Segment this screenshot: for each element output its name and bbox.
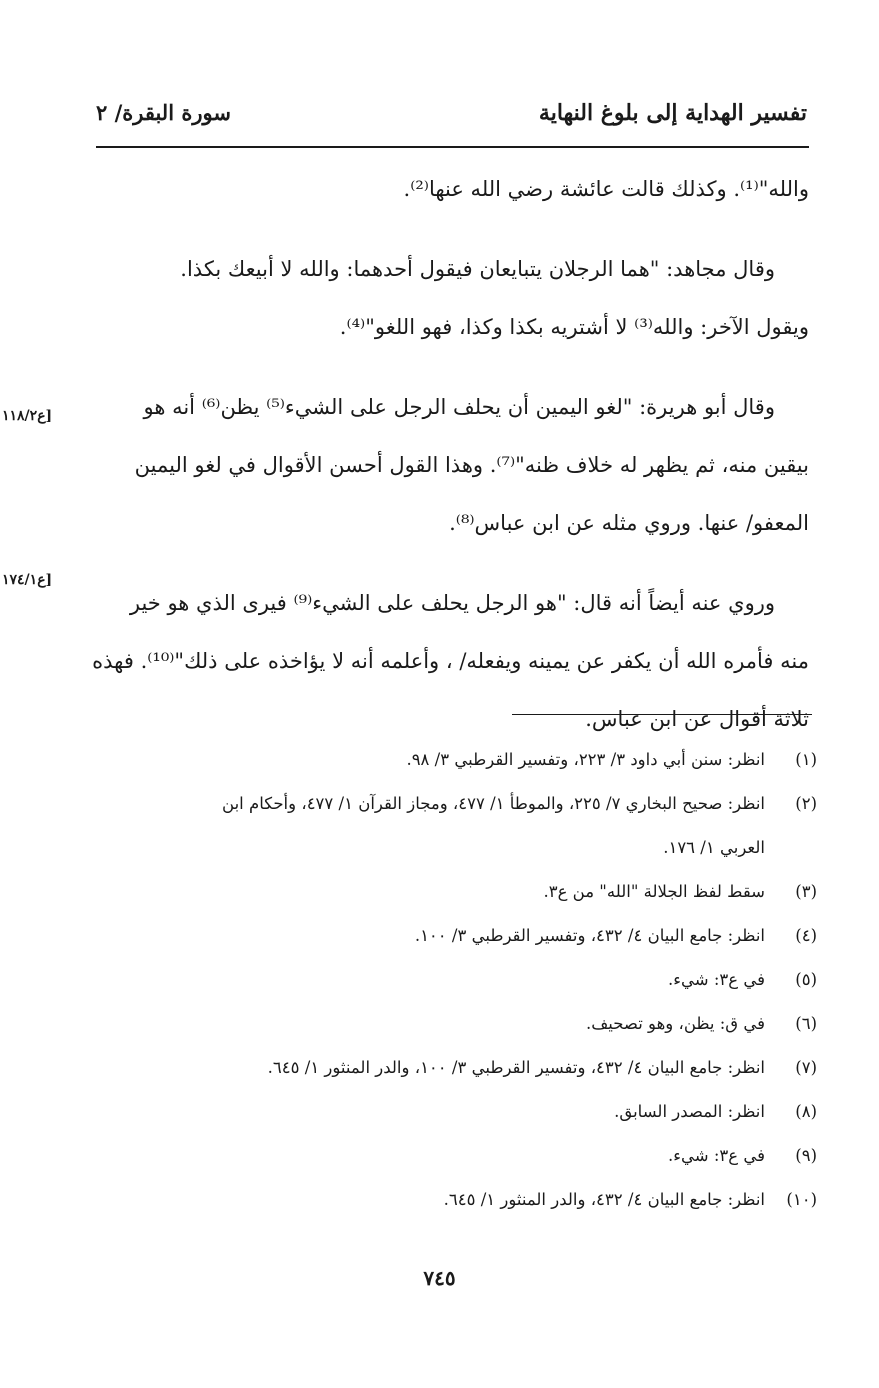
text-line: وقال مجاهد: "هما الرجلان يتبايعان فيقول أحدهما: والله لا أبيعك بكذا. bbox=[180, 257, 775, 281]
footnote-item bbox=[100, 914, 817, 958]
text-line: والله"⁽¹⁾. وكذلك قالت عائشة رضي الله عنها⁽²⁾. bbox=[403, 177, 809, 201]
footnote-item bbox=[100, 1178, 817, 1222]
footnote-text: في ع٣: شيء. bbox=[668, 970, 765, 989]
footnote-item bbox=[100, 1090, 817, 1134]
footnote-item bbox=[100, 1134, 817, 1178]
footnote-number: (١) bbox=[795, 750, 817, 769]
running-header-book-title: تفسير الهداية إلى بلوغ النهاية bbox=[538, 100, 807, 126]
text-line: وقال أبو هريرة: "لغو اليمين أن يحلف الرجل على الشيء⁽⁵⁾ يظن⁽⁶⁾ أنه هو bbox=[143, 395, 775, 419]
footnote-text: انظر: المصدر السابق. bbox=[614, 1102, 765, 1121]
footnotes bbox=[100, 738, 817, 1222]
text-line: ثلاثة أقوال عن ابن عباس. bbox=[585, 707, 809, 731]
footnote-item bbox=[100, 1046, 817, 1090]
text-line: ويقول الآخر: والله⁽³⁾ لا أشتريه بكذا وكذا، فهو اللغو"⁽⁴⁾. bbox=[339, 315, 809, 339]
footnote-item bbox=[100, 738, 817, 782]
footnote-text: في ق: يظن، وهو تصحيف. bbox=[585, 1014, 765, 1033]
footnote-text: انظر: صحيح البخاري ٧/ ٢٢٥، والموطأ ١/ ٤٧٧، ومجاز القرآن ١/ ٤٧٧، وأحكام ابن العربي ١/ ١٧٦. bbox=[222, 794, 765, 857]
footnote-item bbox=[100, 958, 817, 1002]
footnote-number: (٦) bbox=[795, 1014, 817, 1033]
margin-manuscript-ref: [ع١٧٤/١ bbox=[2, 572, 53, 588]
paragraph-1 bbox=[100, 160, 809, 218]
text-line: وروي عنه أيضاً أنه قال: "هو الرجل يحلف على الشيء⁽⁹⁾ فيرى الذي هو خير bbox=[129, 591, 775, 615]
running-header-surah: سورة البقرة/ ٢ bbox=[96, 100, 231, 125]
footnote-item bbox=[100, 870, 817, 914]
footnote-text: انظر: سنن أبي داود ٣/ ٢٢٣، وتفسير القرطبي ٣/ ٩٨. bbox=[406, 750, 765, 769]
footnote-text: انظر: جامع البيان ٤/ ٤٣٢، وتفسير القرطبي ٣/ ١٠٠. bbox=[414, 926, 765, 945]
paragraph-4 bbox=[92, 574, 809, 748]
footnote-item bbox=[100, 1002, 817, 1046]
header-divider bbox=[96, 146, 809, 148]
paragraph-3 bbox=[100, 378, 809, 552]
footnote-number: (٩) bbox=[795, 1146, 817, 1165]
footnote-text: انظر: جامع البيان ٤/ ٤٣٢، والدر المنثور ١/ ٦٤٥. bbox=[443, 1190, 765, 1209]
footnote-number: (٢) bbox=[795, 794, 817, 813]
footnote-number: (٤) bbox=[795, 926, 817, 945]
page-number: ٧٤٥ bbox=[423, 1266, 456, 1290]
footnote-number: (١٠) bbox=[786, 1190, 817, 1209]
footnote-text: سقط لفظ الجلالة "الله" من ع٣. bbox=[543, 882, 765, 901]
main-text bbox=[92, 160, 809, 770]
margin-manuscript-ref: [ع١١٨/٢ bbox=[2, 408, 53, 424]
footnote-number: (٨) bbox=[795, 1102, 817, 1121]
footnote-number: (٧) bbox=[795, 1058, 817, 1077]
footnote-item bbox=[100, 782, 817, 870]
footnote-text: انظر: جامع البيان ٤/ ٤٣٢، وتفسير القرطبي ٣/ ١٠٠، والدر المنثور ١/ ٦٤٥. bbox=[267, 1058, 765, 1077]
paragraph-2 bbox=[100, 240, 809, 356]
text-line: بيقين منه، ثم يظهر له خلاف ظنه"⁽⁷⁾. وهذا القول أحسن الأقوال في لغو اليمين bbox=[134, 453, 809, 477]
footnote-number: (٥) bbox=[795, 970, 817, 989]
footnote-number: (٣) bbox=[795, 882, 817, 901]
footnote-divider bbox=[512, 714, 812, 715]
text-line: منه فأمره الله أن يكفر عن يمينه ويفعله/ ، وأعلمه أنه لا يؤاخذه على ذلك"⁽¹⁰⁾. فهذه bbox=[92, 649, 809, 673]
footnote-text: في ع٣: شيء. bbox=[668, 1146, 765, 1165]
text-line: المعفو/ عنها. وروي مثله عن ابن عباس⁽⁸⁾. bbox=[449, 511, 809, 535]
